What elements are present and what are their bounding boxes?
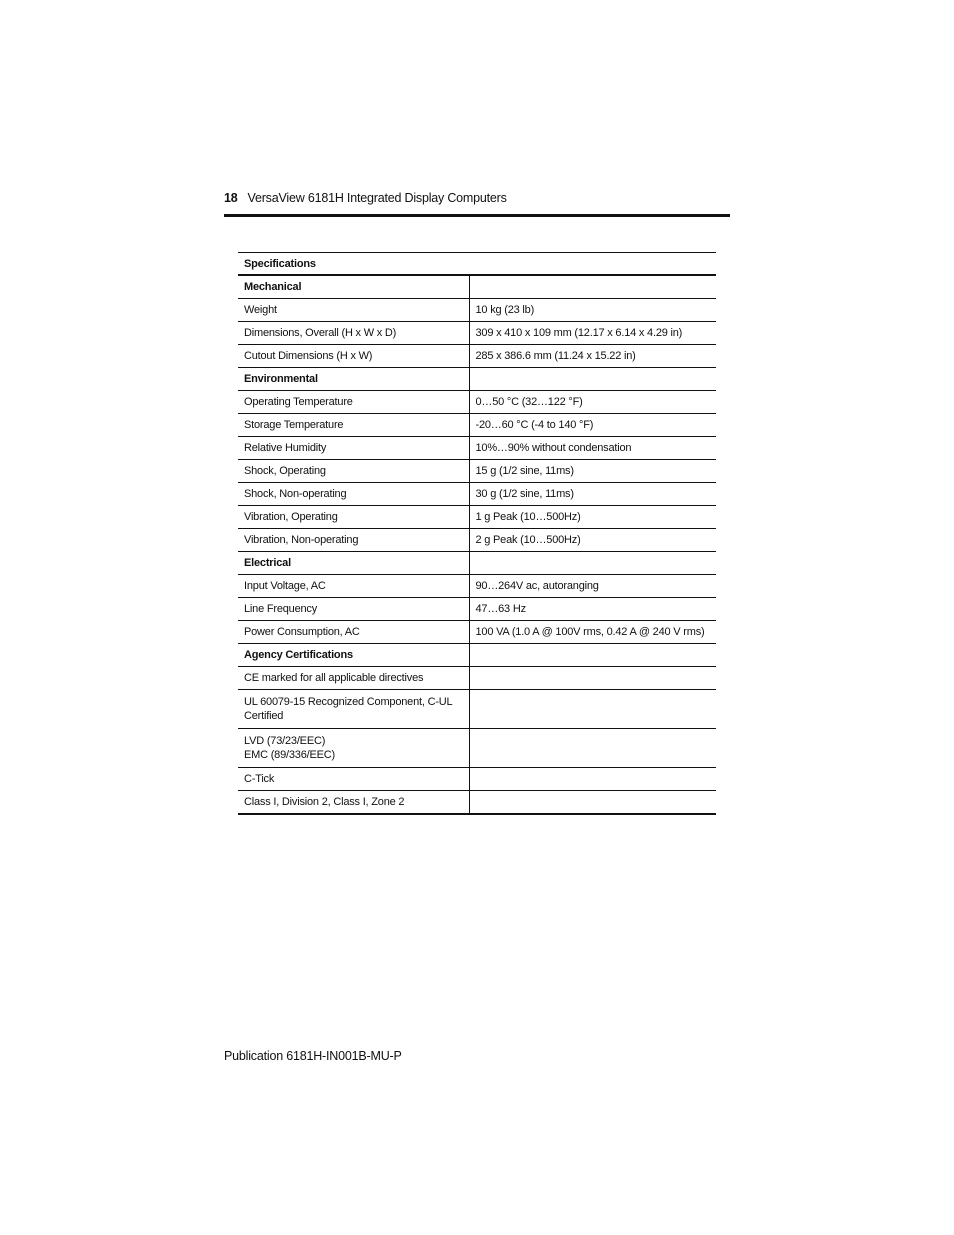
table-row [238,791,716,815]
section-row-electrical [238,552,716,575]
spec-label: Storage Temperature [238,414,469,437]
table-row [238,575,716,598]
spec-value: 285 x 386.6 mm (11.24 x 15.22 in) [469,345,716,368]
spec-value-empty [469,791,716,815]
table-row [238,460,716,483]
section-value-empty [469,368,716,391]
spec-value: 0…50 °C (32…122 °F) [469,391,716,414]
table-row [238,529,716,552]
table-row [238,299,716,322]
table-row [238,598,716,621]
spec-label: C-Tick [238,768,469,791]
spec-value: 10%…90% without condensation [469,437,716,460]
page-number: 18 [224,191,238,205]
spec-value: 90…264V ac, autoranging [469,575,716,598]
section-value-empty [469,644,716,667]
spec-value: -20…60 °C (-4 to 140 °F) [469,414,716,437]
table-row [238,690,716,729]
spec-label: Shock, Non-operating [238,483,469,506]
spec-value-empty [469,729,716,768]
spec-value: 100 VA (1.0 A @ 100V rms, 0.42 A @ 240 V rms) [469,621,716,644]
spec-label: Relative Humidity [238,437,469,460]
table-row [238,345,716,368]
spec-label: Input Voltage, AC [238,575,469,598]
section-heading: Agency Certifications [238,644,469,667]
table-row [238,322,716,345]
spec-label: Power Consumption, AC [238,621,469,644]
table-row [238,437,716,460]
spec-label-line: EMC (89/336/EEC) [244,749,335,761]
table-row [238,667,716,690]
table-title-row [238,253,716,276]
spec-label: Vibration, Operating [238,506,469,529]
spec-label: Operating Temperature [238,391,469,414]
spec-label: UL 60079-15 Recognized Component, C-UL Certified [238,690,469,729]
section-value-empty [469,275,716,299]
spec-label: Vibration, Non-operating [238,529,469,552]
spec-value: 309 x 410 x 109 mm (12.17 x 6.14 x 4.29 in) [469,322,716,345]
spec-value-empty [469,667,716,690]
spec-label: CE marked for all applicable directives [238,667,469,690]
spec-value: 10 kg (23 lb) [469,299,716,322]
header-rule [224,214,730,217]
spec-value: 30 g (1/2 sine, 11ms) [469,483,716,506]
table-row [238,483,716,506]
spec-value-empty [469,690,716,729]
section-row-mechanical [238,275,716,299]
table-row [238,621,716,644]
spec-value: 1 g Peak (10…500Hz) [469,506,716,529]
running-header [224,191,507,205]
spec-value: 47…63 Hz [469,598,716,621]
publication-footer: Publication 6181H-IN001B-MU-P [224,1049,402,1063]
table-row [238,414,716,437]
spec-label: Line Frequency [238,598,469,621]
spec-value: 2 g Peak (10…500Hz) [469,529,716,552]
spec-value-empty [469,768,716,791]
section-row-agency-certifications [238,644,716,667]
table-title: Specifications [238,253,716,276]
spec-label [238,729,469,768]
specifications-table [238,252,716,815]
spec-label: Shock, Operating [238,460,469,483]
section-row-environmental [238,368,716,391]
spec-value: 15 g (1/2 sine, 11ms) [469,460,716,483]
spec-label: Class I, Division 2, Class I, Zone 2 [238,791,469,815]
section-heading: Electrical [238,552,469,575]
spec-label: Cutout Dimensions (H x W) [238,345,469,368]
section-heading: Environmental [238,368,469,391]
spec-label: Dimensions, Overall (H x W x D) [238,322,469,345]
spec-label-line: LVD (73/23/EEC) [244,735,326,747]
spec-label: Weight [238,299,469,322]
section-value-empty [469,552,716,575]
table-row [238,768,716,791]
table-row [238,506,716,529]
section-heading: Mechanical [238,275,469,299]
document-title: VersaView 6181H Integrated Display Computers [247,191,507,205]
table-row [238,729,716,768]
table-row [238,391,716,414]
